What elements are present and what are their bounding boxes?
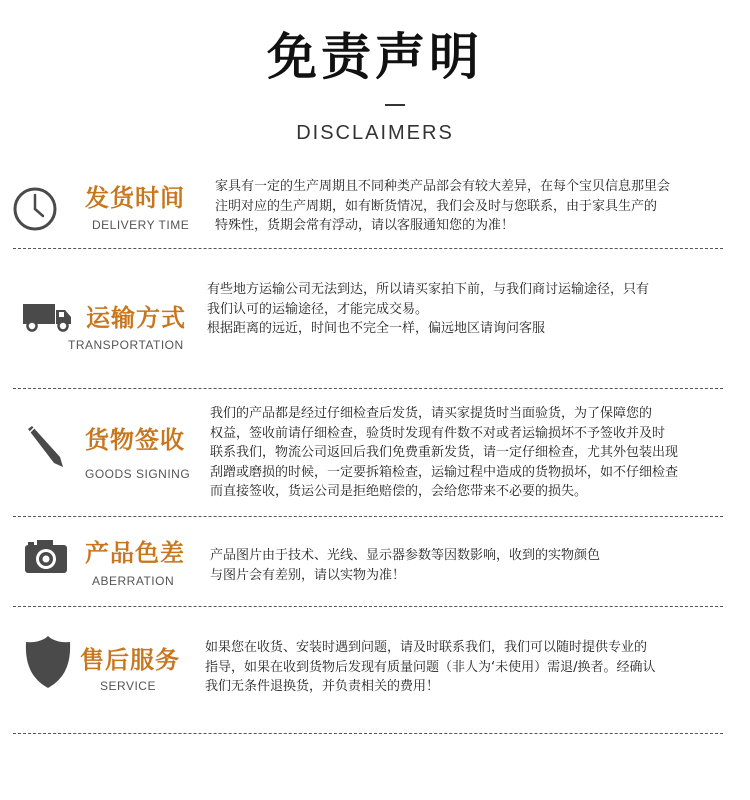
description-line: 如果您在收货、安装时遇到问题，请及时联系我们，我们可以随时提供专业的 [205, 640, 648, 655]
section-divider [13, 606, 723, 607]
section-description [210, 546, 600, 585]
section-title-en: ABERRATION [92, 574, 175, 588]
description-line: 权益，签收前请仔细检查，验货时发现有件数不对或者运输损坏不予签收并及时 [210, 425, 666, 441]
section-divider [13, 516, 723, 517]
description-line: 有些地方运输公司无法到达，所以请买家拍下前，与我们商讨运输途径，只有 [207, 282, 650, 297]
page-title: 免责声明 [267, 28, 483, 86]
description-line: 刮蹭或磨损的时候，一定要拆箱检查，运输过程中造成的货物损坏，如不仔细检查 [210, 464, 679, 480]
section-title-en: TRANSPORTATION [68, 338, 184, 352]
section-divider [13, 733, 723, 734]
section-title-cn: 运输方式 [86, 304, 186, 332]
description-line: 特殊性，货期会常有浮动，请以客服通知您的为准！ [215, 218, 515, 233]
truck-icon [22, 302, 72, 332]
description-line: 而直接签收，货运公司是拒绝赔偿的，会给您带来不必要的损失。 [210, 484, 588, 499]
section-description [210, 404, 678, 502]
section-title-cn: 发货时间 [85, 184, 185, 212]
section-title-cn: 产品色差 [85, 539, 185, 567]
shield-icon [22, 634, 74, 690]
description-line: 联系我们，物流公司返回后我们免费重新发货，请一定仔细检查，尤其外包装出现 [210, 445, 679, 460]
title-divider [385, 104, 405, 106]
section-description [205, 638, 656, 697]
description-line: 我们无条件退换货，并负责相关的费用！ [205, 679, 440, 694]
camera-icon [24, 538, 68, 574]
section-title-cn: 售后服务 [80, 646, 180, 674]
pen-icon [22, 425, 68, 469]
description-line: 我们的产品都是经过仔细检查后发货，请买家提货时当面验货，为了保障您的 [210, 406, 653, 421]
description-line: 我们认可的运输途径，才能完成交易。 [207, 301, 429, 317]
clock-icon [12, 186, 58, 232]
section-description [215, 177, 670, 236]
section-title-en: DELIVERY TIME [92, 218, 190, 232]
section-description [207, 280, 649, 339]
description-line: 注明对应的生产周期，如有断货情况，我们会及时与您联系，由于家具生产的 [215, 198, 658, 214]
section-title-en: SERVICE [100, 679, 156, 693]
page-subtitle: DISCLAIMERS [296, 122, 454, 144]
description-line: 家具有一定的生产周期且不同种类产品部会有较大差异，在每个宝贝信息那里会 [215, 179, 671, 194]
section-title-en: GOODS SIGNING [85, 467, 191, 481]
section-divider [13, 388, 723, 389]
description-line: 指导，如果在收到货物后发现有质量问题（非人为‘未使用）需退/换者。经确认 [205, 659, 656, 675]
section-divider [13, 248, 723, 249]
description-line: 根据距离的远近，时间也不完全一样，偏远地区请询问客服 [207, 321, 546, 336]
description-line: 产品图片由于技术、光线、显示器参数等因数影响，收到的实物颜色 [210, 548, 601, 563]
section-title-cn: 货物签收 [85, 426, 185, 454]
description-line: 与图片会有差别，请以实物为准！ [210, 567, 406, 583]
